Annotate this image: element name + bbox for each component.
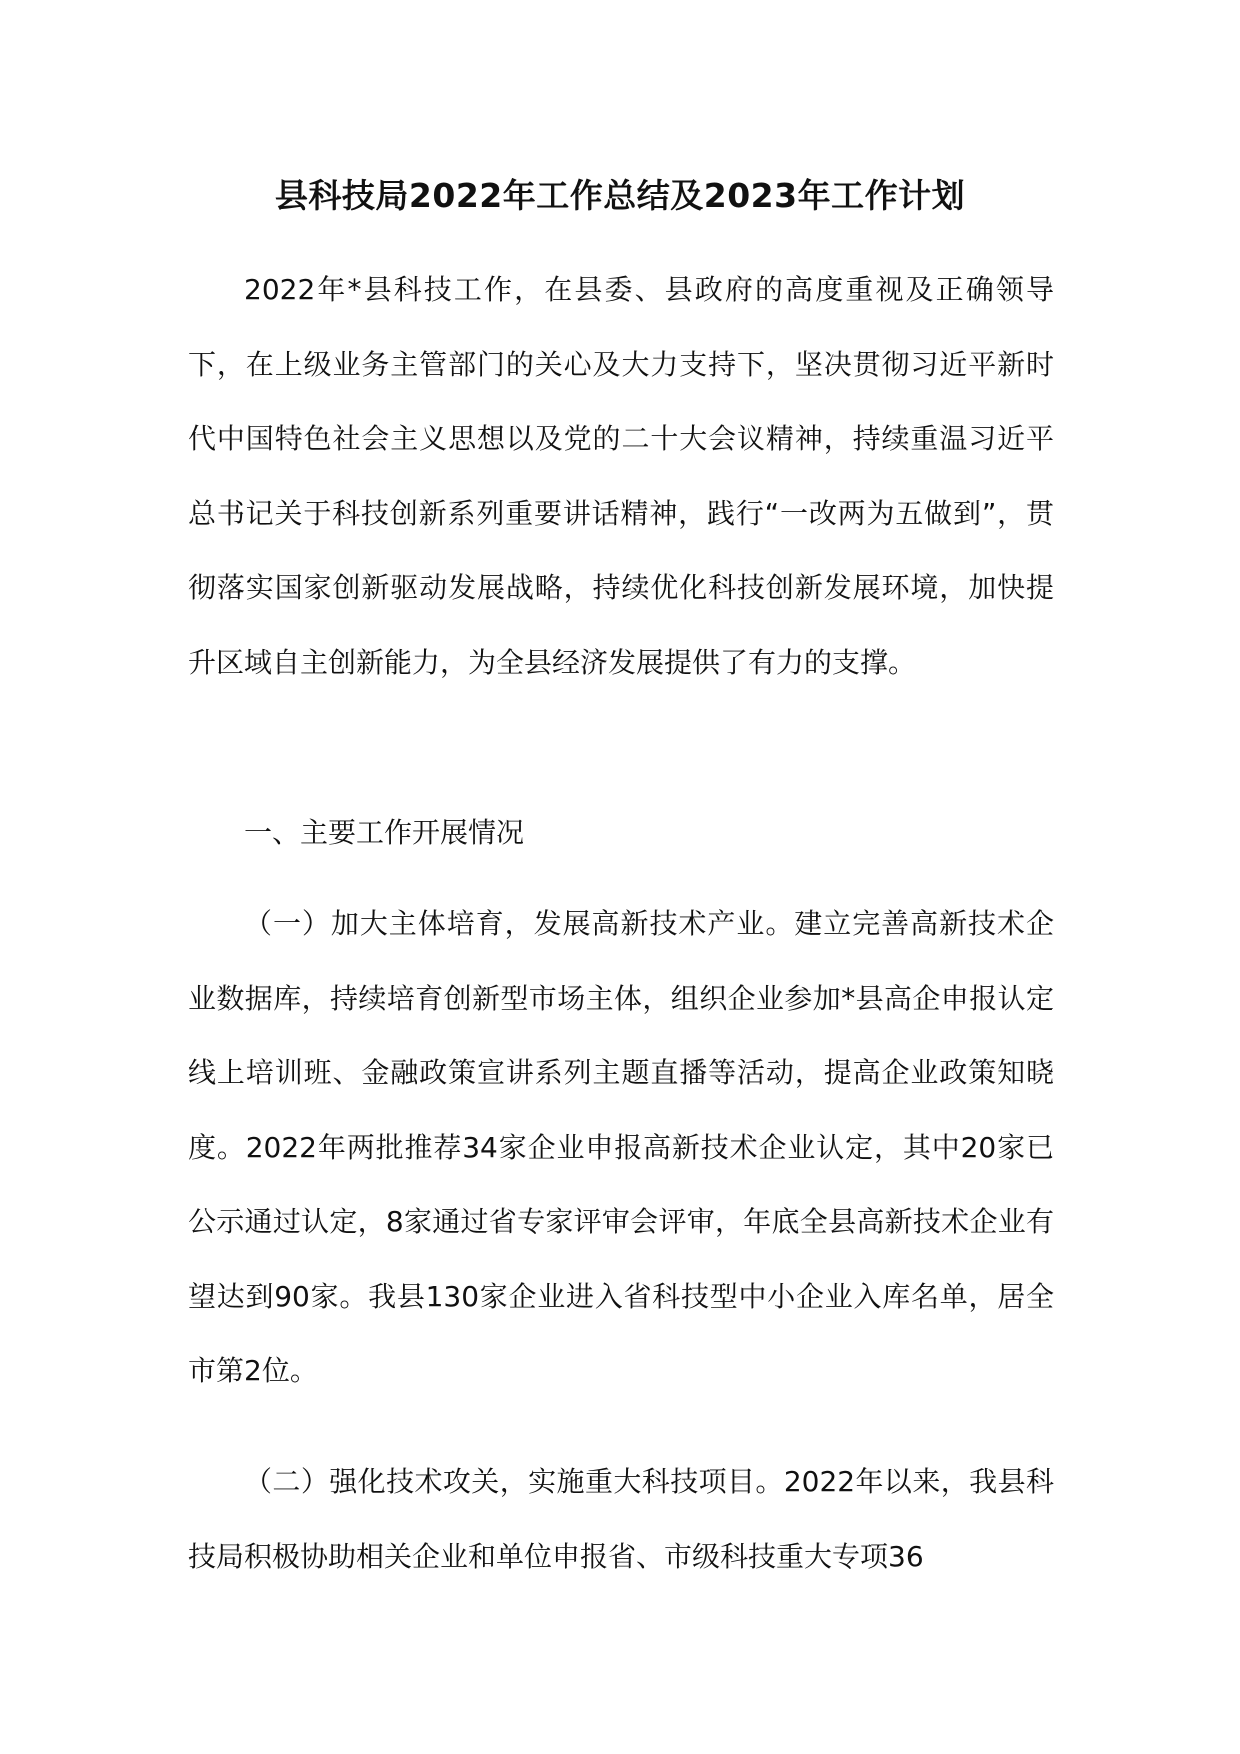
document-title: 县科技局2022年工作总结及2023年工作计划 bbox=[274, 176, 966, 215]
subsection-paragraph-2: （二）强化技术攻关，实施重大科技项目。2022年以来，我县科技局积极协助相关企业和单位申报省、市级科技重大专项36 bbox=[188, 1465, 1054, 1573]
section-heading: 一、主要工作开展情况 bbox=[244, 816, 525, 849]
intro-paragraph: 2022年*县科技工作，在县委、县政府的高度重视及正确领导下，在上级业务主管部门的关心及大力支持下，坚决贯彻习近平新时代中国特色社会主义思想以及党的二十大会议精神，持续重温习近平总书记关于科技创新系列重要讲话精神，践行“一改两为五做到”，贯彻落实国家创新驱动发展战略，持续优化科技创新发展环境，加快提升区域自主创新能力，为全县经济发展提供了有力的支撑。 bbox=[188, 273, 1054, 679]
subsection-paragraph-1: （一）加大主体培育，发展高新技术产业。建立完善高新技术企业数据库，持续培育创新型市场主体，组织企业参加*县高企申报认定线上培训班、金融政策宣讲系列主题直播等活动，提高企业政策知晓度。2022年两批推荐34家企业申报高新技术企业认定，其中20家已公示通过认定，8家通过省专家评审会评审，年底全县高新技术企业有望达到90家。我县130家企业进入省科技型中小企业入库名单，居全市第2位。 bbox=[188, 907, 1054, 1387]
